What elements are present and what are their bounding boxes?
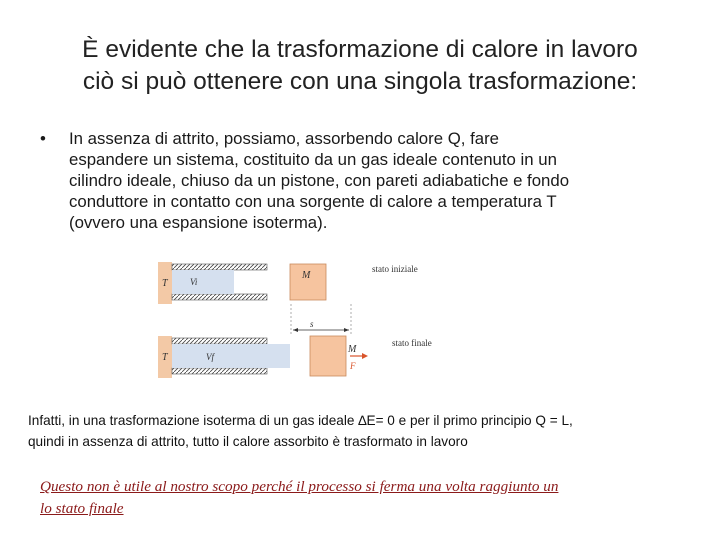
bullet-line: espandere un sistema, costituito da un gas ideale contenuto in un bbox=[69, 150, 557, 169]
bullet-line: In assenza di attrito, possiamo, assorbendo calore Q, fare bbox=[69, 129, 500, 148]
temperature-label: T bbox=[162, 352, 168, 363]
bullet-symbol: • bbox=[40, 129, 46, 148]
state-label: stato iniziale bbox=[372, 264, 418, 274]
gas-region bbox=[172, 270, 234, 294]
mass-label: M bbox=[302, 270, 311, 281]
warning-line-1: Questo non è utile al nostro scopo perché il processo si ferma una volta raggiunto un bbox=[40, 478, 559, 495]
piston bbox=[310, 336, 346, 376]
title-line-1: È evidente che la trasformazione di calore in lavoro bbox=[82, 36, 638, 63]
force-label: F bbox=[350, 361, 356, 371]
cylinder-bottom-wall bbox=[172, 368, 267, 374]
state-label: stato finale bbox=[392, 338, 432, 348]
cylinder-bottom-wall bbox=[172, 294, 267, 300]
gas-region bbox=[172, 344, 290, 368]
cylinder-top-wall bbox=[172, 264, 267, 270]
warning-line-2: lo stato finale bbox=[40, 500, 124, 517]
displacement-marker bbox=[291, 304, 351, 334]
volume-label: Vi bbox=[190, 277, 198, 287]
temperature-label: T bbox=[162, 278, 168, 289]
piston-cylinder-figure bbox=[150, 252, 490, 392]
final-state-diagram bbox=[158, 336, 432, 378]
initial-state-diagram bbox=[158, 262, 418, 304]
bullet-text bbox=[69, 128, 699, 233]
note-line-1: Infatti, in una trasformazione isoterma di un gas ideale ∆E= 0 e per il primo principio Q = L, bbox=[28, 413, 573, 428]
bullet-line: conduttore in contatto con una sorgente di calore a temperatura T bbox=[69, 192, 557, 211]
note-line-2: quindi in assenza di attrito, tutto il calore assorbito è trasformato in lavoro bbox=[28, 434, 468, 449]
displacement-label: s bbox=[310, 319, 314, 329]
slide-title bbox=[20, 34, 700, 98]
explanation-note bbox=[28, 410, 708, 452]
mass-label: M bbox=[348, 344, 357, 355]
bullet-line: cilindro ideale, chiuso da un pistone, con pareti adiabatiche e fondo bbox=[69, 171, 570, 190]
cylinder-top-wall bbox=[172, 338, 267, 344]
conclusion-warning bbox=[40, 476, 700, 520]
volume-label: Vf bbox=[206, 352, 214, 362]
title-line-2: ciò si può ottenere con una singola trasformazione: bbox=[82, 68, 638, 95]
bullet-line: (ovvero una espansione isoterma). bbox=[69, 213, 328, 232]
